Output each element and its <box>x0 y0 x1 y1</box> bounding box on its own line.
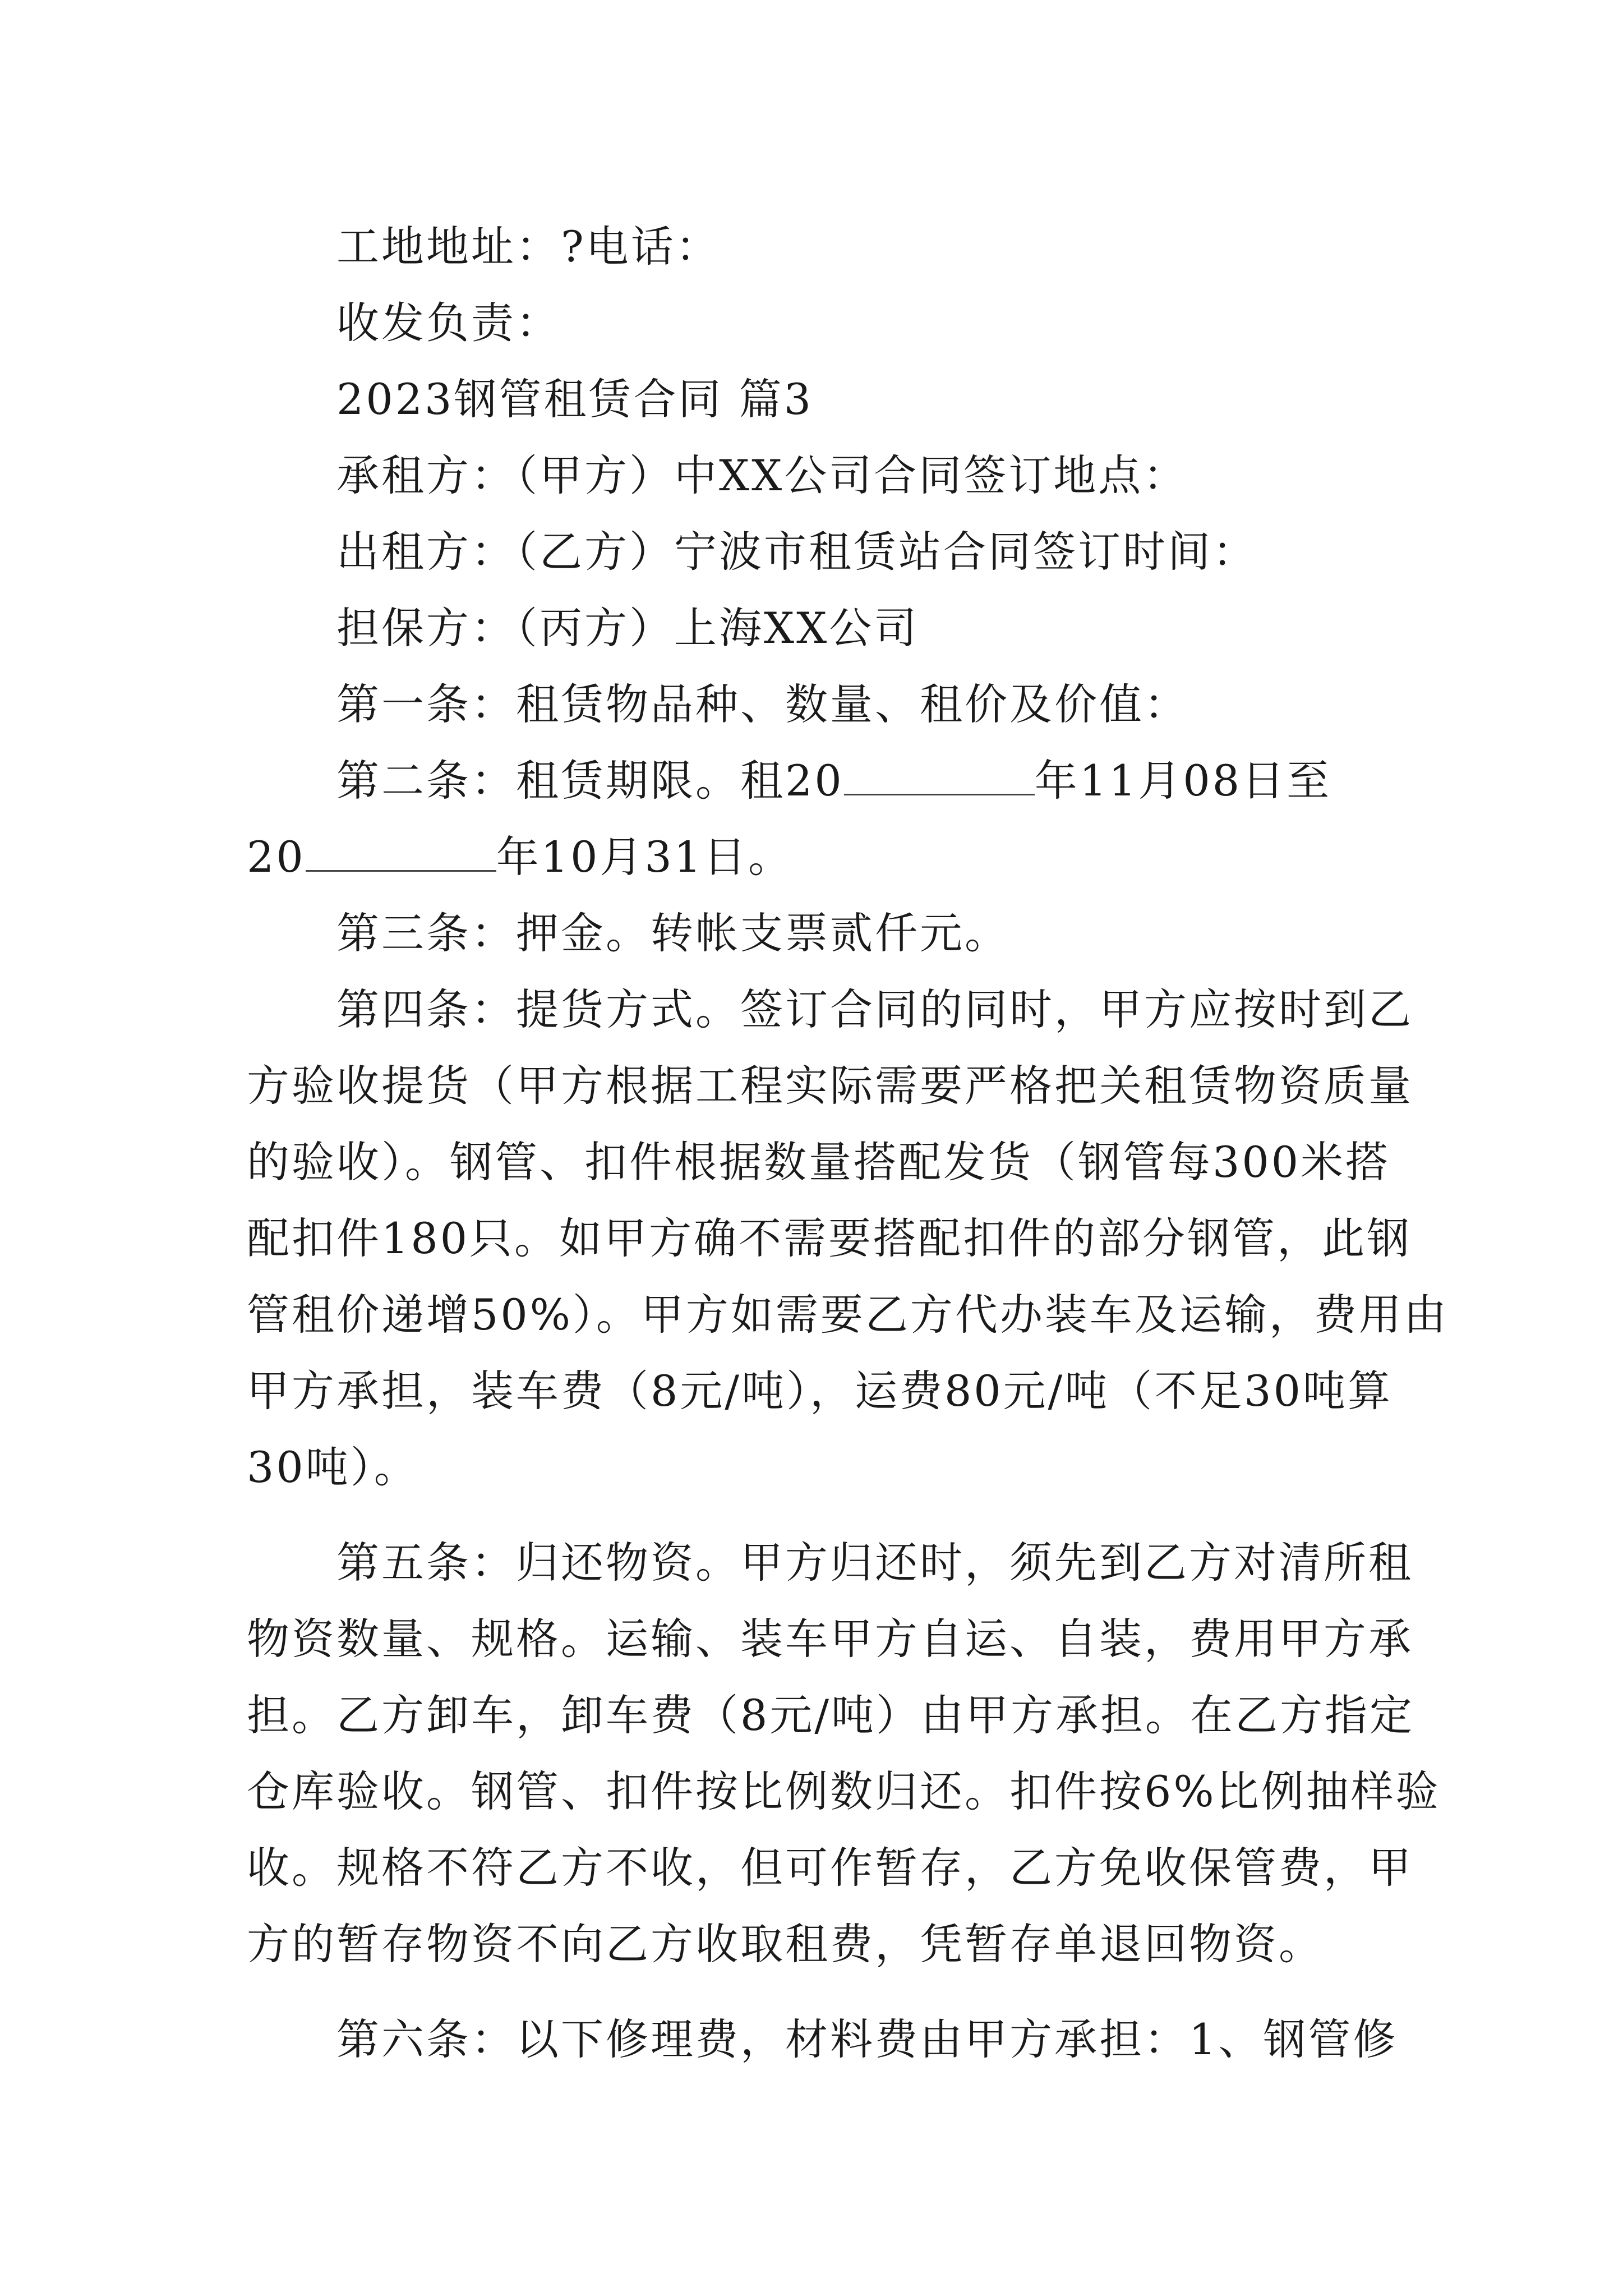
article-2-end: 年11月08日至 <box>1034 756 1332 806</box>
article-5-line: 仓库验收。钢管、扣件按比例数归还。扣件按6%比例抽样验 <box>247 1766 1441 1816</box>
article-2-date-end: 年10月31日。 <box>496 832 794 882</box>
article-2-year-start: 20 <box>247 832 306 882</box>
article-4-line: 的验收）。钢管、扣件根据数量搭配发货（钢管每300米搭 <box>247 1137 1391 1187</box>
article-3: 第三条：押金。转帐支票贰仟元。 <box>336 908 1009 958</box>
year-blank <box>306 831 496 872</box>
lessee-line: 承租方：（甲方）中XX公司合同签订地点： <box>336 450 1188 500</box>
article-4-line: 配扣件180只。如甲方确不需要搭配扣件的部分钢管，此钢 <box>247 1213 1412 1263</box>
article-2-line-2 <box>247 819 1391 895</box>
article-4-line: 第四条：提货方式。签订合同的同时，甲方应按时到乙 <box>336 984 1413 1034</box>
lessor-line: 出租方：（乙方）宁波市租赁站合同签订时间： <box>336 527 1257 577</box>
document-body <box>247 209 1449 2078</box>
article-1: 第一条：租赁物品种、数量、租价及价值： <box>336 679 1189 729</box>
article-4-line: 甲方承担，装车费（8元/吨），运费80元/吨（不足30吨算 <box>247 1366 1393 1416</box>
guarantor-line: 担保方：（丙方）上海XX公司 <box>336 603 919 653</box>
article-4-line: 方验收提货（甲方根据工程实际需要严格把关租赁物资质量 <box>247 1061 1413 1111</box>
receiver-line: 收发负责： <box>336 298 561 348</box>
site-address-line: 工地地址：?电话： <box>336 222 721 272</box>
article-5-line: 收。规格不符乙方不收，但可作暂存，乙方免收保管费，甲 <box>247 1843 1413 1893</box>
article-5-line: 第五条：归还物资。甲方归还时，须先到乙方对清所租 <box>336 1538 1413 1588</box>
article-2-line-1 <box>247 743 1391 819</box>
article-5-line: 物资数量、规格。运输、装车甲方自运、自装，费用甲方承 <box>247 1614 1413 1664</box>
article-4-line: 30吨）。 <box>247 1442 419 1492</box>
article-5-line: 担。乙方卸车，卸车费（8元/吨）由甲方承担。在乙方指定 <box>247 1690 1414 1740</box>
article-6: 第六条：以下修理费，材料费由甲方承担：1、钢管修 <box>336 2014 1398 2064</box>
article-2-start: 第二条：租赁期限。租20 <box>336 756 844 806</box>
article-5-line: 方的暂存物资不向乙方收取租费，凭暂存单退回物资。 <box>247 1919 1324 1969</box>
article-4-line: 管租价递增50%）。甲方如需要乙方代办装车及运输，费用由 <box>247 1290 1449 1340</box>
contract-heading: 2023钢管租赁合同 篇3 <box>336 374 813 424</box>
year-blank <box>844 754 1035 795</box>
